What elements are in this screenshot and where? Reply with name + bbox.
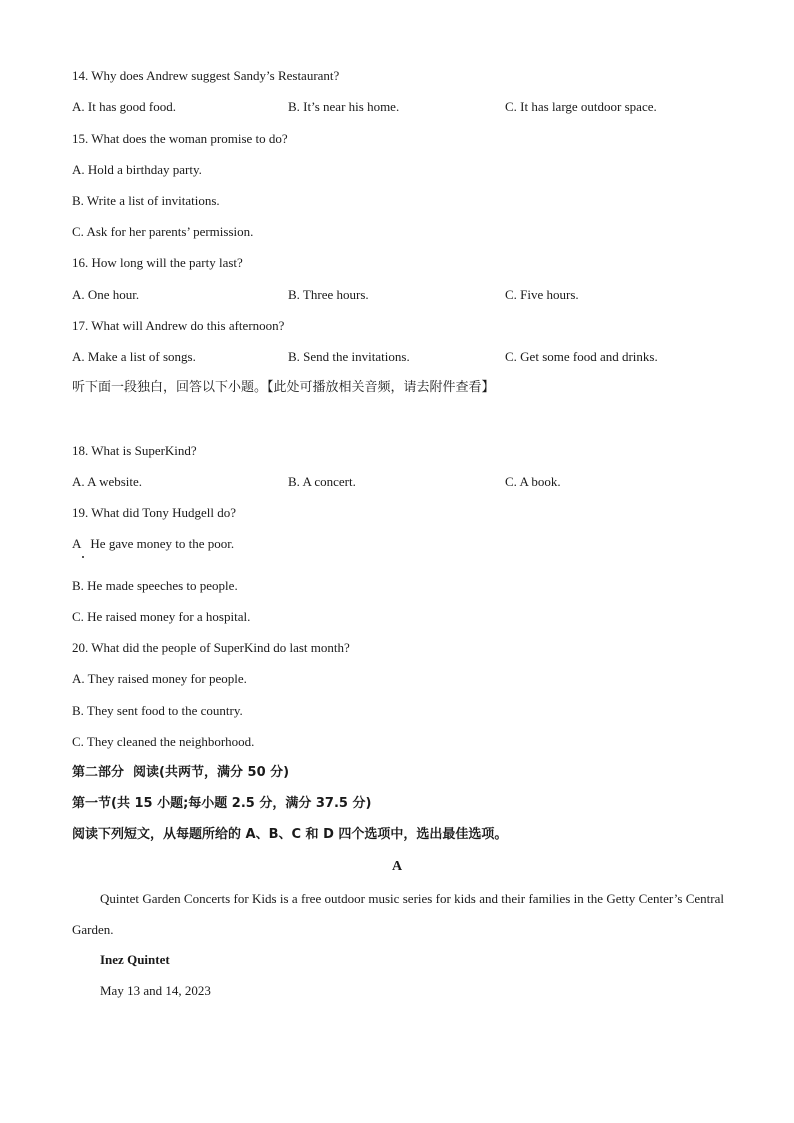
question-14-option-a: A. It has good food.: [72, 99, 176, 114]
question-19-option-c: C. He raised money for a hospital.: [72, 609, 251, 624]
question-15-option-a: A. Hold a birthday party.: [72, 162, 202, 177]
question-15-option-c: C. Ask for her parents’ permission.: [72, 224, 254, 239]
question-17-option-b: B. Send the invitations.: [288, 349, 410, 364]
question-14-stem: 14. Why does Andrew suggest Sandy’s Restaurant?: [72, 68, 340, 83]
reading-instruction: 阅读下列短文，从每题所给的 A、B、C 和 D 四个选项中，选出最佳选项。: [72, 827, 508, 842]
question-15-option-b: B. Write a list of invitations.: [72, 193, 220, 208]
question-18-option-b: B. A concert.: [288, 474, 356, 489]
question-19-option-b: B. He made speeches to people.: [72, 578, 238, 593]
passage-label: A: [391, 859, 403, 874]
question-15-stem: 15. What does the woman promise to do?: [72, 131, 288, 146]
question-17-option-c: C. Get some food and drinks.: [505, 349, 658, 364]
question-16-stem: 16. How long will the party last?: [72, 255, 243, 270]
question-20-option-c: C. They cleaned the neighborhood.: [72, 734, 255, 749]
subsection-title: 第一节(共 15 小题;每小题 2.5 分，满分 37.5 分): [72, 796, 372, 811]
passage-intro: Quintet Garden Concerts for Kids is a free outdoor music series for kids and their families in the Getty Center’s Central Garden.: [72, 891, 724, 937]
question-14-option-c: C. It has large outdoor space.: [505, 99, 657, 114]
event-date: May 13 and 14, 2023: [100, 983, 211, 998]
question-20-option-a: A. They raised money for people.: [72, 671, 247, 686]
stray-dot-mark: [82, 556, 84, 558]
question-16-option-c: C. Five hours.: [505, 287, 579, 302]
question-16-option-a: A. One hour.: [72, 287, 140, 302]
question-17-stem: 17. What will Andrew do this afternoon?: [72, 318, 285, 333]
question-18-option-c: C. A book.: [505, 474, 561, 489]
question-20-option-b: B. They sent food to the country.: [72, 703, 243, 718]
question-19-option-a: A He gave money to the poor.: [72, 536, 235, 551]
question-20-stem: 20. What did the people of SuperKind do last month?: [72, 640, 350, 655]
question-17-option-a: A. Make a list of songs.: [72, 349, 196, 364]
question-16-option-b: B. Three hours.: [288, 287, 369, 302]
question-14-option-b: B. It’s near his home.: [288, 99, 400, 114]
monologue-instruction: 听下面一段独白，回答以下小题。【此处可播放相关音频，请去附件查看】: [72, 380, 495, 395]
question-18-stem: 18. What is SuperKind?: [72, 443, 197, 458]
question-18-option-a: A. A website.: [72, 474, 143, 489]
event-name: Inez Quintet: [100, 952, 170, 967]
part-two-title: 第二部分 阅读(共两节，满分 50 分): [72, 765, 290, 780]
question-19-stem: 19. What did Tony Hudgell do?: [72, 505, 236, 520]
